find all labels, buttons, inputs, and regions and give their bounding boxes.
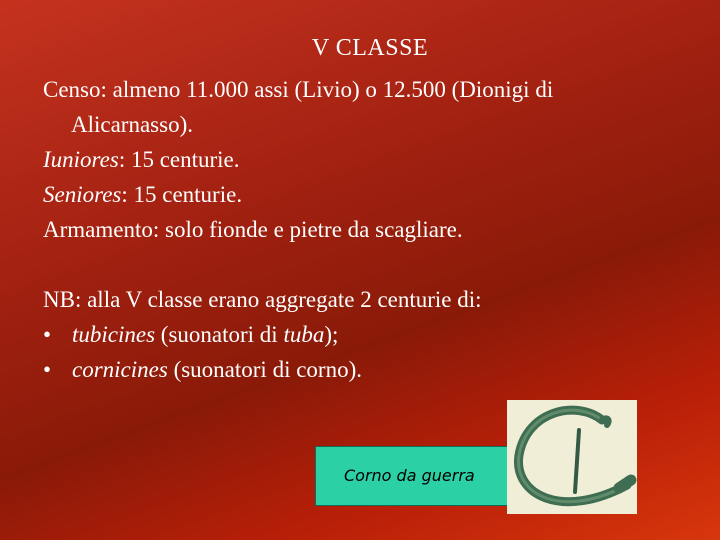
- bullet-item-cornicines: [43, 352, 683, 387]
- census-line-1: Censo: almeno 11.000 assi (Livio) o 12.500 (Dionigi di: [43, 77, 554, 102]
- caption-label: Corno da guerra: [344, 466, 475, 485]
- tubicines-term: tubicines: [72, 322, 156, 347]
- slide-title: V CLASSE: [311, 35, 429, 61]
- slide-body: [43, 72, 683, 387]
- iuniores-count: : 15 centurie.: [118, 147, 240, 172]
- iuniores-line: [43, 142, 683, 177]
- cornicines-end: (suonatori di corno).: [167, 357, 362, 382]
- seniores-line: [43, 177, 683, 212]
- tuba-term: tuba: [283, 322, 325, 347]
- war-horn-icon: [507, 400, 637, 514]
- note-line: NB: alla V classe erano aggregate 2 centurie di:: [43, 287, 482, 312]
- war-horn-image: [507, 400, 637, 514]
- bullet-marker: •: [43, 322, 52, 347]
- cornicines-term: cornicines: [72, 357, 168, 382]
- caption-box: [315, 446, 510, 506]
- tubicines-middle: (suonatori di: [155, 322, 284, 347]
- census-paragraph: [43, 72, 683, 142]
- paragraph-spacer: [43, 247, 683, 282]
- iuniores-term: Iuniores: [43, 147, 119, 172]
- bullet-marker: •: [43, 357, 52, 382]
- seniores-term: Seniores: [43, 182, 122, 207]
- census-line-2: Alicarnasso).: [71, 112, 193, 137]
- tubicines-end: );: [324, 322, 339, 347]
- armament-line: Armamento: solo fionde e pietre da scagliare.: [43, 217, 463, 242]
- seniores-count: : 15 centurie.: [121, 182, 243, 207]
- bullet-item-tubicines: [43, 317, 683, 352]
